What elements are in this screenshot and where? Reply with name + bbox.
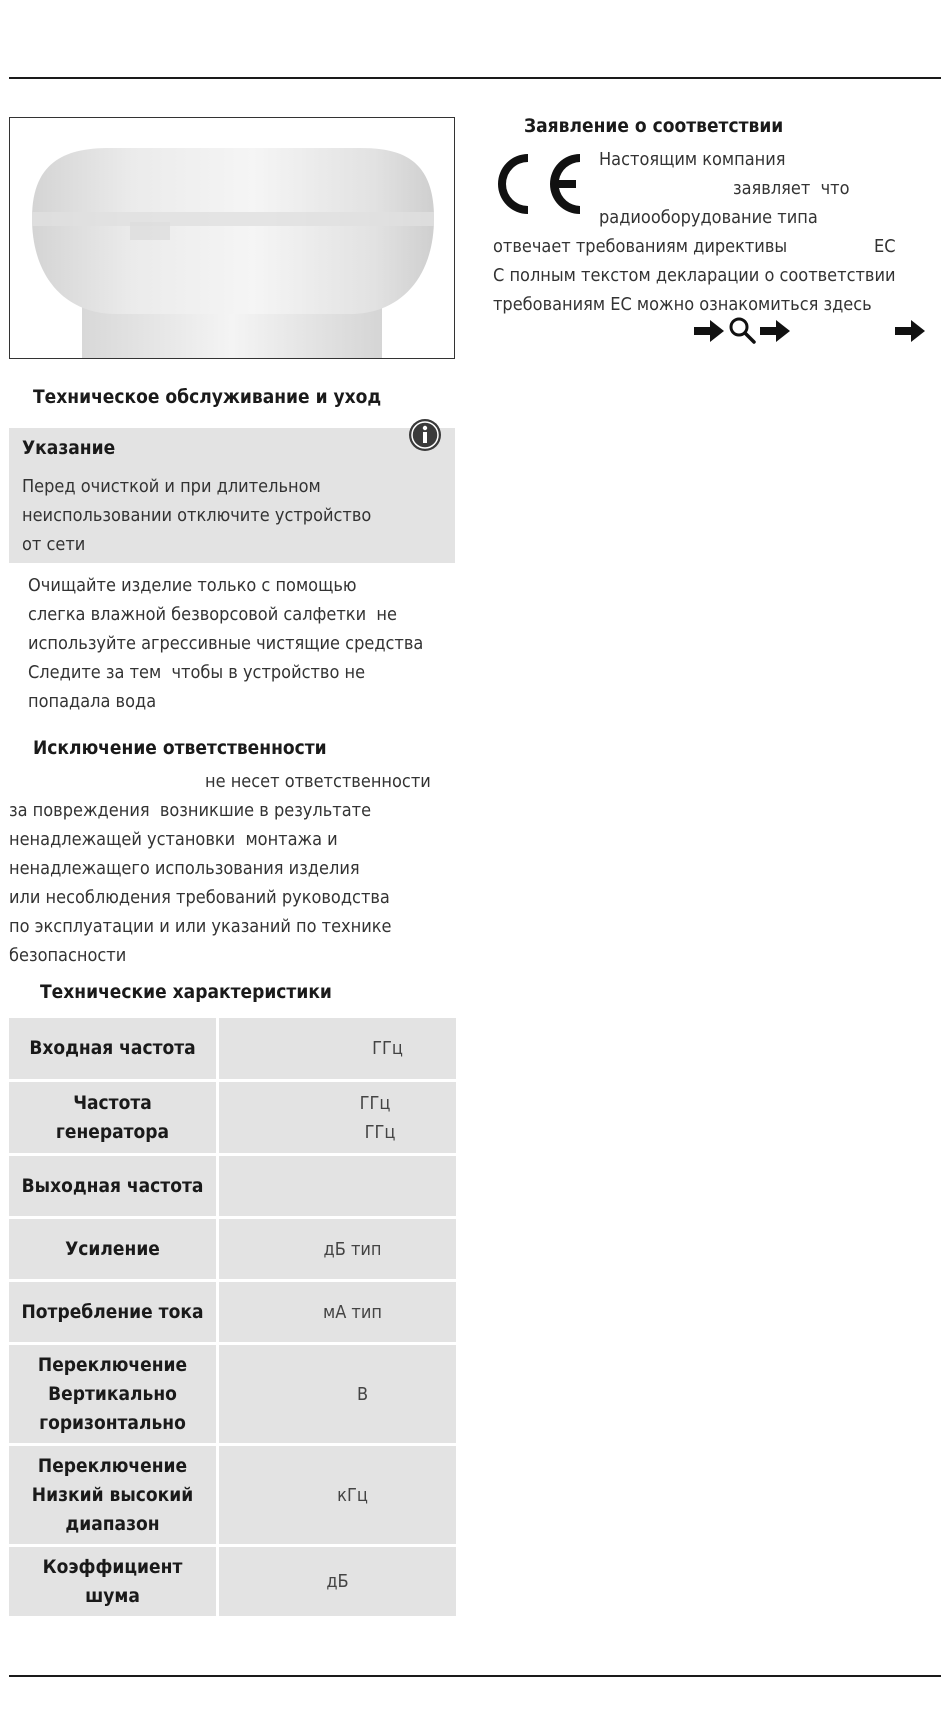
spec-value: ГГц [219, 1018, 456, 1079]
spec-row [9, 1345, 456, 1443]
spec-value: дБ [219, 1547, 456, 1616]
spec-value [219, 1156, 456, 1216]
specs-table [9, 1018, 456, 1619]
spec-value: мА тип [219, 1282, 456, 1342]
spec-key: Переключение Вертикально горизонтально [9, 1345, 216, 1443]
arrow-right-icon [694, 320, 724, 342]
spec-row [9, 1446, 456, 1544]
maintenance-heading: Техническое обслуживание и уход [33, 386, 382, 408]
cleaning-instructions: Очищайте изделие только с помощью слегка влажной безворсовой салфетки не используйте агрессивные чистящие средства Следите за тем чтобы в устройство не попадала вода [28, 575, 424, 712]
lnb-product-illustration [10, 118, 455, 359]
spec-row [9, 1219, 456, 1279]
declaration-link-line: требованиям ЕС можно ознакомиться здесь [493, 294, 872, 315]
declaration-heading: Заявление о соответствии [524, 115, 784, 137]
arrow-right-icon [760, 320, 790, 342]
bottom-rule [9, 1675, 941, 1677]
spec-key: Потребление тока [9, 1282, 216, 1342]
spec-value: В [219, 1345, 456, 1443]
spec-key: Переключение Низкий высокий диапазон [9, 1446, 216, 1544]
spec-key: Коэффициент шума [9, 1547, 216, 1616]
info-icon [408, 418, 442, 452]
spec-value: дБ тип [219, 1219, 456, 1279]
spec-key: Выходная частота [9, 1156, 216, 1216]
arrow-right-icon [895, 320, 925, 342]
spec-key: Усиление [9, 1219, 216, 1279]
specs-heading: Технические характеристики [40, 981, 332, 1003]
spec-row [9, 1547, 456, 1616]
declaration-ec-label: EC [874, 236, 896, 257]
spec-row [9, 1156, 456, 1216]
spec-value: кГц [219, 1446, 456, 1544]
spec-value: ГГц ГГц [219, 1082, 456, 1153]
note-box [9, 428, 455, 563]
spec-row [9, 1082, 456, 1153]
declaration-company-line: Настоящим компания [599, 149, 786, 170]
spec-row [9, 1282, 456, 1342]
declaration-equipment-line: радиооборудование типа [599, 207, 818, 228]
top-rule [9, 77, 941, 79]
note-title: Указание [22, 437, 116, 459]
product-image [9, 117, 455, 359]
declaration-directive-line: отвечает требованиям директивы [493, 236, 788, 257]
note-text: Перед очисткой и при длительном неиспользовании отключите устройство от сети [22, 476, 372, 555]
ce-mark-logo [492, 150, 584, 218]
liability-heading: Исключение ответственности [33, 737, 327, 759]
spec-key: Входная частота [9, 1018, 216, 1079]
spec-row [9, 1018, 456, 1079]
declaration-states-line: заявляет что [733, 178, 850, 199]
declaration-fulltext-line: С полным текстом декларации о соответствии [493, 265, 896, 286]
liability-text: не несет ответственности за повреждения возникшие в результате ненадлежащей установки монтажа и ненадлежащего использования изделия или несоблюдения требований руководства по эксплуатации и или указаний по технике безопасности [9, 771, 431, 966]
spec-key: Частота генератора [9, 1082, 216, 1153]
magnifier-icon [728, 316, 756, 344]
